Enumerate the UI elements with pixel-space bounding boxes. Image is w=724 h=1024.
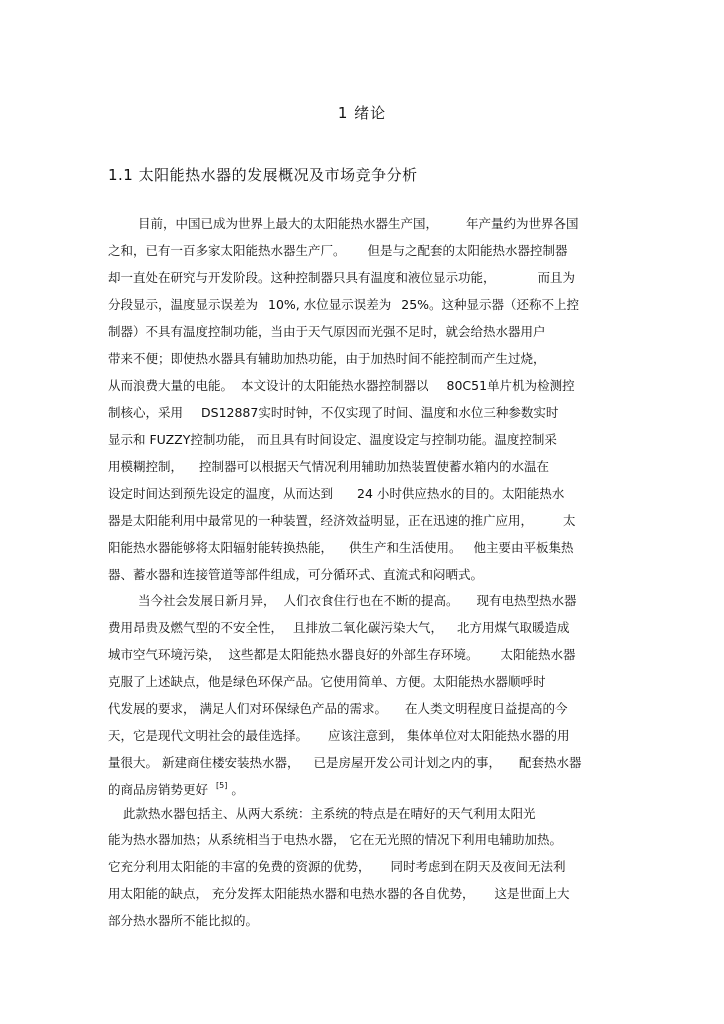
text-segment: 天，它是现代文明社会的最佳选择。 [108,728,309,743]
text-line [108,832,562,848]
text-segment: 用太阳能的缺点， 充分发挥太阳能热水器和电热水器的各自优势， [108,886,475,901]
text-segment: 控制器可以根据天气情况利用辅助加热装置使蓄水箱内的水温在 [199,459,550,474]
text-segment: 。 [231,782,244,797]
text-segment: 而且为 [537,270,576,285]
text-line [108,405,558,421]
text-line [108,486,564,502]
text-segment: 当今社会发展日新月异， [138,593,276,608]
text-line [108,351,546,367]
text-line [108,728,570,744]
text-segment: 器是太阳能利用中最常见的一种装置，经济效益明显，正在迅速的推广应用， [108,513,534,528]
text-line [108,567,483,583]
text-segment: 这是世面上大 [494,886,570,901]
text-segment: 80C51单片机为检测控 [446,378,575,393]
text-segment: 带来不便；即使热水器具有辅助加热功能，由于加热时间不能控制而产生过烧， [108,351,546,366]
text-segment: DS12887实时时钟，不仅实现了时间、温度和水位三种参数实时 [201,405,559,420]
citation-reference[interactable]: [5] [216,781,228,790]
chapter-title: 1 绪论 [337,104,387,122]
text-segment: 太阳能热水器 [500,647,576,662]
text-segment: 克服了上述缺点，他是绿色环保产品。它使用简单、方便。太阳能热水器顺呼时 [108,674,546,689]
text-line [108,324,546,340]
text-segment: 他主要由平板集热 [473,540,574,555]
text-segment: 北方用煤气取暖造成 [457,620,570,635]
text-segment: 它充分利用太阳能的丰富的免费的资源的优势， [108,859,371,874]
text-line [108,459,549,475]
text-line [108,297,579,313]
text-segment: 年产量约为世界各国 [466,216,579,231]
text-line [108,913,258,929]
text-line [108,647,576,663]
text-segment: 现有电热型热水器 [476,593,577,608]
text-line [108,859,566,875]
text-segment: 能为热水器加热；从系统相当于电热水器， 它在无光照的情况下利用电辅助加热。 [108,832,562,847]
text-line [108,886,570,902]
text-segment: 城市空气环境污染， [108,647,221,662]
text-segment: 之和，已有一百多家太阳能热水器生产厂。 [108,243,346,258]
text-segment: 同时考虑到在阴天及夜间无法利 [390,859,566,874]
text-segment: 制核心，采用 [108,405,184,420]
text-segment: 量很大。 新建商住楼安装热水器， [108,755,300,770]
section-title: 1.1 太阳能热水器的发展概况及市场竞争分析 [108,166,418,184]
text-segment: 本文设计的太阳能热水器控制器以 [241,378,429,393]
text-line [108,378,575,394]
text-line [108,432,557,448]
text-segment: 且排放二氧化碳污染大气， [293,620,444,635]
text-segment: 此款热水器包括主、从两大系统：主系统的特点是在晴好的天气利用太阳光 [123,806,536,821]
text-segment: 却一直处在研究与开发阶段。这种控制器只具有温度和液位显示功能， [108,270,496,285]
text-segment: 部分热水器所不能比拟的。 [108,913,259,928]
text-line [108,243,568,259]
text-segment: 在人类文明程度日益提高的今 [404,701,568,716]
text-segment: 供生产和生活使用。 [349,540,462,555]
text-segment: 设定时间达到预先设定的温度，从而达到 [108,486,334,501]
text-line [108,674,546,690]
text-segment: 这些都是太阳能热水器良好的外部生存环境。 [228,647,479,662]
text-line [108,513,576,529]
text-segment: 已是房屋开发公司计划之内的事， [313,755,501,770]
text-segment: 器、蓄水器和连接管道等部件组成，可分循环式、直流式和闷晒式。 [108,567,484,582]
text-line [123,806,536,822]
text-segment: 25%。这种显示器（还称不上控 [401,297,580,312]
text-line [108,778,244,798]
text-segment: 配套热水器 [519,755,582,770]
text-segment: 分段显示，温度显示误差为 [108,297,259,312]
text-segment: 人们衣食住行也在不断的提高。 [283,593,459,608]
text-segment: 但是与之配套的太阳能热水器控制器 [367,243,568,258]
text-line [108,701,568,717]
text-line [138,216,579,232]
text-segment: 费用昂贵及燃气型的不安全性， [108,620,284,635]
text-segment: 10%, 水位显示误差为 [268,297,392,312]
text-line [108,620,570,636]
text-segment: 太 [563,513,576,528]
text-line [138,593,577,609]
text-segment: 目前，中国已成为世界上最大的太阳能热水器生产国， [138,216,439,231]
text-segment: 应该注意到， 集体单位对太阳能热水器的用 [328,728,570,743]
text-line [108,540,574,556]
text-segment: 显示和 FUZZY控制功能， 而且具有时间设定、温度设定与控制功能。温度控制采 [108,432,557,447]
text-segment: 的商品房销势更好 [108,782,209,797]
text-segment: 代发展的要求， 满足人们对环保绿色产品的需求。 [108,701,387,716]
text-segment: 从而浪费大量的电能。 [108,378,234,393]
text-segment: 用模糊控制， [108,459,184,474]
text-segment: 阳能热水器能够将太阳辐射能转换热能， [108,540,334,555]
text-segment: 24 小时供应热水的目的。太阳能热水 [357,486,565,501]
text-line [108,270,575,286]
text-segment: 制器）不具有温度控制功能，当由于天气原因而光强不足时，就会给热水器用户 [108,324,546,339]
text-line [108,755,582,771]
